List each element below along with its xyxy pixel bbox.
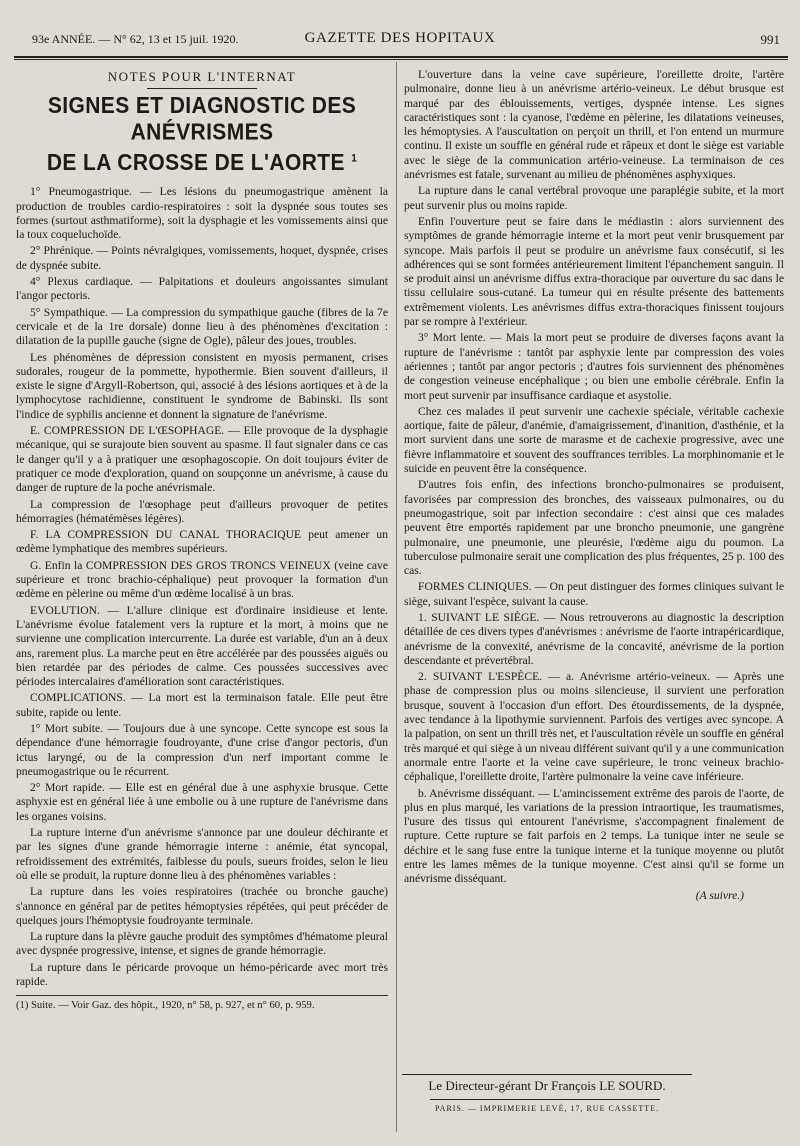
para-suivant-espece: 2. SUIVANT L'ESPÈCE. — a. Anévrisme artério-veineux. — Après une phase de compression plus ou moins silencieuse, il survient une perforation brusque, souvent à l'occasion d'un effort. Des étourdissements, de la dyspnée, avec tendance à la lipothymie surviennent. Parfois des vertiges avec syncope. A la palpation, on sent un thrill très net, et l'auscultation révèle un souffle en général très marqué et qui siège à un niveau différent suivant qu'il y a une communication anormale entre l'aorte et la veine cave supérieure, le tronc veineux brachio-céphalique, l'oreillette droite, l'artère pulmonaire la veine cave inférieure. [404, 670, 784, 784]
para-plexus: 4° Plexus cardiaque. — Palpitations et douleurs angoissantes simulant l'angor pectoris. [16, 275, 388, 303]
signature-rule [402, 1074, 692, 1075]
para-formes-cliniques: FORMES CLINIQUES. — On peut distinguer des formes cliniques suivant le siège, suivant l'espèce, suivant la cause. [404, 580, 784, 608]
printer-rule [430, 1099, 660, 1100]
para-arterio-veineux: L'ouverture dans la veine cave supérieure, l'oreillette droite, l'artère pulmonaire, donne lieu à un anévrisme artério-veineux. Le début brusque est marqué par des éblouissements, vertiges, dyspnée intense. Les signes caractéristiques sont : la cyanose, l'œdème en pèlerine, les dilatations veineuses, les hémoptysies. A l'auscultation on perçoit un thrill, et l'on entend un murmure continu. Il existe un souffle en général rude et râpeux et dont le siège est variable avec le siège de la communication artério-veineuse. La terminaison de ces anévrismes est fatale, survenant au milieu de phénomènes asphyxiques. [404, 68, 784, 182]
para-phrenique: 2° Phrénique. — Points névralgiques, vomissements, hoquet, dyspnée, crises de dyspnée subite. [16, 244, 388, 272]
left-column [16, 68, 388, 1012]
right-column [404, 68, 784, 903]
para-rupture-interne: La rupture interne d'un anévrisme s'annonce par une douleur déchirante et par les signes d'une grande hémorragie interne : anémie, état syncopal, refroidissement des extrémités, faiblesse du pouls, sueurs froides, selon le lieu où elle se produit, la rupture donne lieu à des phénomènes variables : [16, 826, 388, 882]
page-header [12, 26, 788, 50]
para-sympathique: 5° Sympathique. — La compression du sympathique gauche (fibres de la 7e cervicale et de la 1re dorsale) donne lieu à des phénomènes d'excitation : dilatation de la pupille gauche (signe de Ogle), pâleur des joues, troubles. [16, 305, 388, 348]
para-canal-vertebral: La rupture dans le canal vertébral provoque une paraplégie subite, et la mort peut survenir plus ou moins rapide. [404, 184, 784, 212]
para-pericarde: La rupture dans le péricarde provoque un hémo-péricarde avec mort très rapide. [16, 960, 388, 989]
title-note-mark: 1 [351, 152, 358, 165]
para-evolution: EVOLUTION. — L'allure clinique est d'ordinaire insidieuse et lente. L'anévrisme évolue fatalement vers la rupture et la mort, à moins que ne survienne une complication intercurrente. La durée est variable, d'un an à deux ans, rarement plus. La marche peut en être accélérée par des poussées aiguës ou bien retardée par des périodes de calme. Ces poussées successives avec périodes intercalaires d'amélioration sont caractéristiques. [16, 603, 388, 689]
para-mort-lente: 3° Mort lente. — Mais la mort peut se produire de diverses façons avant la rupture de l'anévrisme : tantôt par asphyxie lente par compression des voies aériennes ; tantôt par angor pectoris ; d'autres fois surviennent des phénomènes de congestion veineuse encéphalique ; ou bien une embolie cérébrale. Enfin la mort peut survenir par insuffisance cardiaque et asystolie. [404, 331, 784, 402]
para-oesophage: E. COMPRESSION DE L'ŒSOPHAGE. — Elle provoque de la dysphagie mécanique, qui se surajoute bien souvent au spasme. Il faut signaler dans ce cas le danger qu'il y a à pratiquer une œsophagoscopie. On doit toujours éviter de pratiquer ce mode d'exploration, quand on soupçonne un anévrisme, à cause du danger de rupture de la poche anévrismale. [16, 424, 388, 495]
page-number: 991 [760, 32, 780, 47]
para-mort-subite: 1° Mort subite. — Toujours due à une syncope. Cette syncope est sous la dépendance d'une hémorragie foudroyante, d'une crise d'angor pectoris, d'un ictus laryngé, ou de la compression d'un nerf important comme le pneumogastrique ou le récurrent. [16, 721, 388, 778]
para-depression: Les phénomènes de dépression consistent en myosis permanent, crises sudorales, rougeur de la pommette, hypothermie. Bien souvent d'ailleurs, il existe le signe d'Argyll-Robertson, qui, associé à des lésions aortiques et à de la lymphocytose rachidienne, constituent le syndrome de Babinski. Ils sont l'indice de syphilis ancienne et donnent la signature de l'anévrisme. [16, 350, 388, 421]
para-infections: D'autres fois enfin, des infections broncho-pulmonaires se produisent, favorisées par compression des bronches, des vaisseaux pulmonaires, ou du pneumogastrique, soit par infection secondaire : c'est ainsi que ces malades peuvent être emportés rapidement par une broncho pneumonie, une gangrène pulmonaire, une pneumonie, une pleurésie, l'œdème aigu du poumon. La tuberculose pulmonaire serait une complication des plus fréquentes, 25 p. 100 des cas. [404, 478, 784, 578]
director-signature: Le Directeur-gérant Dr François LE SOURD. [428, 1078, 666, 1093]
para-voies-respiratoires: La rupture dans les voies respiratoires (trachée ou bronche gauche) s'annonce en général par de petites hémoptysies répétées, qui peut précéder de quelques jours l'hémoptysie foudroyante terminale. [16, 885, 388, 927]
para-plevre: La rupture dans la plèvre gauche produit des symptômes d'hématome pleural avec dyspnée progressive, intense, et signes de grande hémorragie. [16, 930, 388, 958]
para-canal-thoracique: F. LA COMPRESSION DU CANAL THORACIQUE peut amener un œdème lymphatique des membres supérieurs. [16, 528, 388, 556]
para-cachexie: Chez ces malades il peut survenir une cachexie spéciale, véritable cachexie aortique, faite de pâleur, d'anémie, d'amaigrissement, d'inanition, d'asthénie, et la mort survient dans une sorte de marasme et de cachexie progressive, avec une fièvre inflammatoire et souvent des souffrances terribles. La morphinomanie et le suicide en peuvent être la conséquence. [404, 404, 784, 476]
para-dissequant: b. Anévrisme disséquant. — L'amincissement extrême des parois de l'aorte, de plus en plus marqué, les variations de la pression intraortique, les traumatismes, l'usure des tissus qui entourent l'anévrisme, s'accompagnent finalement de rupture. Cette rupture se fait parfois en 2 temps. La tunique inter ne seule se déchire et le sang fuse entre la tunique interne et la tunique moyenne ou plutôt entre les lames mêmes de la tunique moyenne. C'est ainsi qu'il se forme un anévrisme disséquant. [404, 786, 784, 886]
para-mediastin: Enfin l'ouverture peut se faire dans le médiastin : alors surviennent des symptômes de grande hémorragie interne et la mort peut venir brusquement par syncope. Mais parfois il peut se produire un anévrisme faux consécutif, si les adhérences qui se sont formées antérieurement limitent l'épanchement sanguin. Il se produit ainsi un anévrisme diffus extra-thoracique par ouverture du sac dans le tissu cellulaire sous-cutané. La tumeur qui en résulte présente des battements extrêmement violents. Les anévrismes diffus extra-thoraciques finissent toujours par se rompre à l'extérieur. [404, 214, 784, 329]
issue-info: 93e ANNÉE. — N° 62, 13 et 15 juil. 1920. [32, 32, 239, 46]
header-rule [14, 56, 788, 58]
footnote: (1) Suite. — Voir Gaz. des hôpit., 1920, n° 58, p. 927, et n° 60, p. 959. [16, 995, 388, 1012]
header-rule-thin [14, 59, 788, 60]
para-troncs-veineux: G. Enfin la COMPRESSION DES GROS TRONCS VEINEUX (veine cave supérieure et tronc brachio-céphalique) peut provoquer la formation d'un œdème en pèlerine ou même d'un œdème localisé à un bras. [16, 558, 388, 601]
para-mort-rapide: 2° Mort rapide. — Elle est en général due à une asphyxie brusque. Cette asphyxie est en général liée à une embolie ou à une rupture de l'anévrisme dans les organes voisins. [16, 781, 388, 823]
article-title [16, 93, 388, 177]
to-be-continued: (A suivre.) [695, 888, 744, 902]
para-oesophage-2: La compression de l'œsophage peut d'ailleurs provoquer de petites hémorragies (hématémèses légères). [16, 497, 388, 525]
column-divider [396, 62, 397, 1132]
title-line-1: SIGNES ET DIAGNOSTIC DES ANÉVRISMES [47, 93, 357, 146]
printer-line: PARIS. — IMPRIMERIE LEVÉ, 17, RUE CASSETTE. [434, 1104, 660, 1113]
para-suivant-siege: 1. SUIVANT LE SIÈGE. — Nous retrouverons au diagnostic la description détaillée de ces divers types d'anévrismes : anévrisme de l'aorte intrapéricardique, anévrisme de la convexité, anévrisme de la concavité, anévrisme de la portion descendante et prévertébral. [404, 610, 784, 667]
para-complications: COMPLICATIONS. — La mort est la terminaison fatale. Elle peut être subite, rapide ou lente. [16, 691, 388, 719]
para-pneumogastrique: 1° Pneumogastrique. — Les lésions du pneumogastrique amènent la production de troubles cardio-respiratoires : soit la dyspnée sous toutes ses formes (surtout asthmatiforme), soit la dysphagie et les vomissements ainsi que la toux coqueluchoïde. [16, 185, 388, 242]
section-heading: NOTES POUR L'INTERNAT [107, 69, 297, 84]
title-line-2: DE LA CROSSE DE L'AORTE [46, 150, 345, 176]
section-rule [147, 88, 257, 89]
journal-title: GAZETTE DES HOPITAUX [304, 30, 496, 46]
